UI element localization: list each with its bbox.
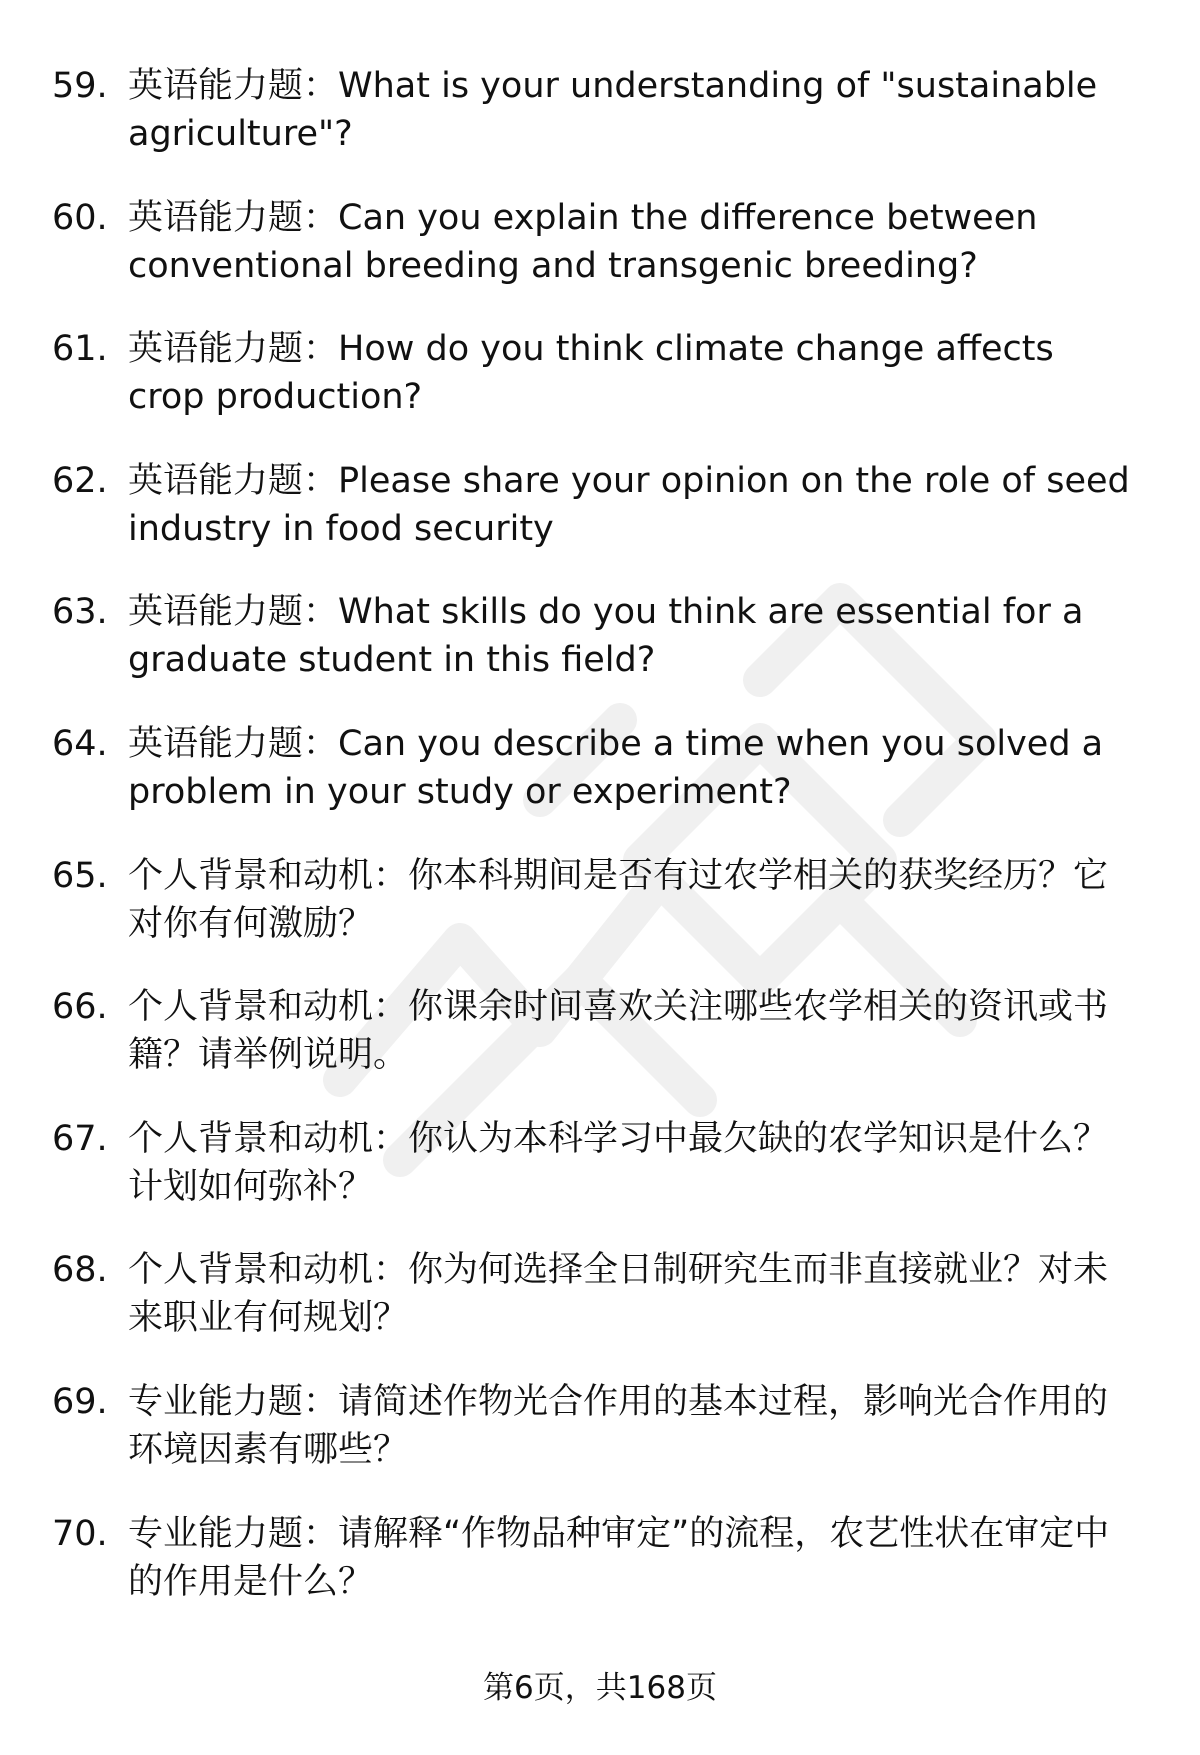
question-item-62: [0, 449, 1200, 581]
question-body: [128, 194, 1138, 290]
question-category: 英语能力题：: [128, 723, 339, 764]
question-text: Can you describe a time when you solved a problem in your study or experiment?: [128, 723, 1104, 812]
page-footer: [0, 1668, 1200, 1708]
question-text: How do you think climate change affects crop production?: [128, 329, 1054, 418]
question-category: 个人背景和动机：: [128, 1250, 409, 1291]
question-text: 你为何选择全日制研究生而非直接就业？对未来职业有何规划？: [128, 1250, 1109, 1339]
question-item-64: [0, 712, 1200, 844]
question-body: [128, 1510, 1138, 1606]
question-text: 请解释“作物品种审定”的流程，农艺性状在审定中的作用是什么？: [128, 1513, 1110, 1602]
question-category: 英语能力题：: [128, 460, 339, 501]
question-category: 英语能力题：: [128, 592, 339, 633]
question-item-60: [0, 186, 1200, 318]
question-item-70: [0, 1502, 1200, 1634]
question-number: 62.: [52, 460, 108, 501]
question-text: What is your understanding of "sustainable agriculture"?: [128, 66, 1098, 154]
question-item-59: [0, 54, 1200, 186]
question-number: 63.: [52, 592, 108, 633]
question-item-66: [0, 975, 1200, 1107]
question-body: [128, 1378, 1138, 1474]
question-text: 请简述作物光合作用的基本过程，影响光合作用的环境因素有哪些？: [128, 1381, 1109, 1470]
question-item-65: [0, 844, 1200, 976]
question-body: [128, 325, 1138, 421]
question-category: 个人背景和动机：: [128, 1118, 409, 1159]
question-text: 你认为本科学习中最欠缺的农学知识是什么？计划如何弥补？: [128, 1118, 1109, 1207]
question-category: 英语能力题：: [128, 329, 339, 370]
question-list: [0, 54, 1200, 1633]
question-number: 64.: [52, 723, 108, 764]
question-body: [128, 588, 1138, 684]
question-category: 专业能力题：: [128, 1513, 339, 1554]
question-body: [128, 852, 1138, 948]
question-number: 61.: [52, 329, 108, 370]
question-item-67: [0, 1107, 1200, 1239]
question-number: 67.: [52, 1118, 108, 1159]
question-category: 专业能力题：: [128, 1381, 339, 1422]
question-category: 英语能力题：: [128, 66, 339, 106]
question-body: [128, 62, 1138, 158]
question-category: 个人背景和动机：: [128, 987, 409, 1028]
question-body: [128, 1115, 1138, 1211]
question-item-61: [0, 317, 1200, 449]
question-body: [128, 1246, 1138, 1342]
question-number: 70.: [52, 1513, 108, 1554]
question-body: [128, 457, 1138, 553]
question-text: Can you explain the difference between conventional breeding and transgenic breeding?: [128, 197, 1038, 286]
question-number: 68.: [52, 1250, 108, 1291]
question-text: What skills do you think are essential for a graduate student in this field?: [128, 592, 1084, 681]
question-item-68: [0, 1238, 1200, 1370]
question-body: [128, 720, 1138, 816]
question-category: 英语能力题：: [128, 197, 339, 238]
page-number-label: 第6页，共168页: [483, 1670, 717, 1706]
question-body: [128, 983, 1138, 1079]
question-text: Please share your opinion on the role of seed industry in food security: [128, 460, 1130, 549]
question-text: 你课余时间喜欢关注哪些农学相关的资讯或书籍？请举例说明。: [128, 987, 1109, 1076]
question-number: 69.: [52, 1381, 108, 1422]
question-item-69: [0, 1370, 1200, 1502]
question-text: 你本科期间是否有过农学相关的获奖经历？它对你有何激励？: [128, 855, 1109, 944]
question-category: 个人背景和动机：: [128, 855, 409, 896]
question-number: 66.: [52, 987, 108, 1028]
question-number: 59.: [52, 66, 108, 106]
question-number: 65.: [52, 855, 108, 896]
question-number: 60.: [52, 197, 108, 238]
question-item-63: [0, 580, 1200, 712]
